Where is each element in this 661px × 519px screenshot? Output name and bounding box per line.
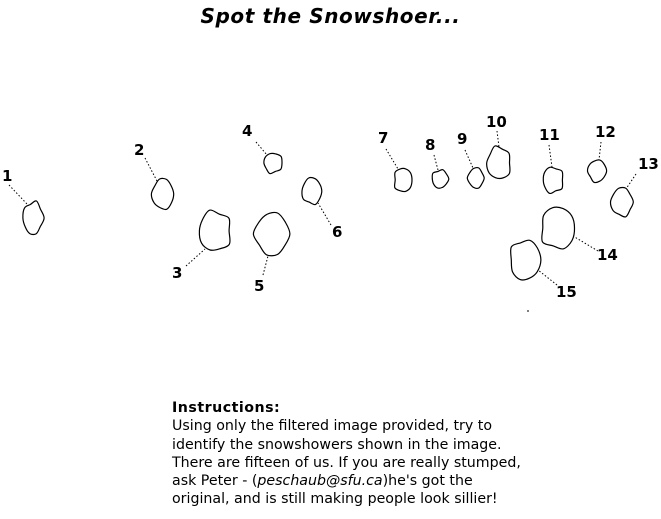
marker-number-2: 2: [134, 141, 145, 159]
marker-number-5: 5: [254, 277, 265, 295]
marker-number-8: 8: [425, 136, 436, 154]
marker-number-1: 1: [2, 167, 13, 185]
instructions-line-5: original, and is still making people look sillier!: [172, 491, 498, 508]
snowshoer-face-outline-3[interactable]: [199, 210, 230, 250]
snowshoer-face-outline-9[interactable]: [467, 168, 484, 189]
marker-number-10: 10: [486, 113, 507, 131]
snowshoer-face-outline-7[interactable]: [395, 168, 412, 191]
leader-line-5: [263, 256, 268, 275]
marker-number-3: 3: [172, 264, 183, 282]
snowshoer-face-outline-5[interactable]: [253, 212, 290, 255]
snowshoer-face-outline-12[interactable]: [587, 160, 606, 183]
leader-line-7: [386, 149, 398, 169]
snowshoer-marker-11[interactable]: [539, 126, 563, 193]
snowshoer-marker-13[interactable]: [610, 155, 658, 217]
snowshoer-marker-15[interactable]: [511, 240, 577, 301]
snowshoer-face-outline-15[interactable]: [511, 240, 541, 280]
leader-line-10: [497, 131, 499, 147]
snowshoer-marker-14[interactable]: [542, 207, 618, 264]
leader-line-1: [9, 185, 27, 204]
snowshoer-face-outline-14[interactable]: [542, 207, 575, 249]
snowshoer-face-outline-6[interactable]: [302, 178, 322, 205]
snowshoer-marker-8[interactable]: [425, 136, 449, 188]
instructions-line-4-prefix: ask Peter - (: [172, 473, 258, 490]
marker-number-13: 13: [638, 155, 659, 173]
marker-number-15: 15: [556, 283, 577, 301]
instructions-line-2: identify the snowshowers shown in the image.: [172, 436, 502, 453]
marker-number-7: 7: [378, 129, 389, 147]
leader-line-4: [256, 142, 267, 155]
marker-layer: [2, 113, 659, 301]
instructions-line-1: Using only the filtered image provided, try to: [172, 418, 493, 435]
instructions-line-3: There are fifteen of us. If you are really stumped,: [172, 454, 521, 471]
instructions-line-4-suffix: )he's got the: [382, 473, 473, 490]
snowshoer-marker-7[interactable]: [378, 129, 412, 192]
leader-line-2: [145, 158, 157, 181]
snowshoer-marker-2[interactable]: [134, 141, 174, 210]
marker-number-12: 12: [595, 123, 616, 141]
marker-number-14: 14: [597, 246, 618, 264]
snowshoer-face-outline-11[interactable]: [543, 167, 562, 193]
snowshoer-marker-6[interactable]: [302, 178, 342, 241]
marker-number-6: 6: [332, 223, 343, 241]
instructions-heading: Instructions:: [172, 400, 281, 416]
snowshoer-face-outline-4[interactable]: [264, 153, 282, 173]
leader-line-14: [573, 236, 598, 251]
leader-line-9: [465, 150, 473, 168]
snowshoer-marker-3[interactable]: [172, 210, 230, 282]
leader-line-11: [549, 145, 552, 167]
leader-line-15: [538, 270, 557, 285]
instructions-panel: [172, 399, 572, 509]
leader-line-8: [434, 155, 438, 170]
snowshoer-face-outline-1[interactable]: [23, 201, 44, 235]
marker-number-9: 9: [457, 130, 468, 148]
leader-line-3: [186, 249, 205, 266]
leader-line-6: [318, 203, 331, 225]
snowshoer-marker-1[interactable]: [2, 167, 44, 235]
marker-number-4: 4: [242, 122, 253, 140]
snowshoer-face-outline-8[interactable]: [432, 170, 449, 189]
snowshoer-marker-4[interactable]: [242, 122, 282, 174]
instructions-line-4: [172, 472, 572, 490]
snowshoer-marker-5[interactable]: [253, 212, 290, 295]
contact-email: peschaub@sfu.ca: [257, 473, 383, 490]
snowshoer-face-outline-10[interactable]: [487, 146, 510, 179]
snowshoer-marker-12[interactable]: [587, 123, 615, 183]
snowshoer-marker-9[interactable]: [457, 130, 484, 188]
snowshoer-face-outline-13[interactable]: [610, 187, 633, 216]
marker-number-11: 11: [539, 126, 560, 144]
page-title: Spot the Snowshoer...: [200, 4, 461, 28]
leader-line-12: [599, 142, 601, 160]
snowshoer-face-outline-2[interactable]: [151, 178, 173, 209]
snowshoer-marker-10[interactable]: [486, 113, 510, 179]
leader-line-13: [626, 174, 636, 189]
